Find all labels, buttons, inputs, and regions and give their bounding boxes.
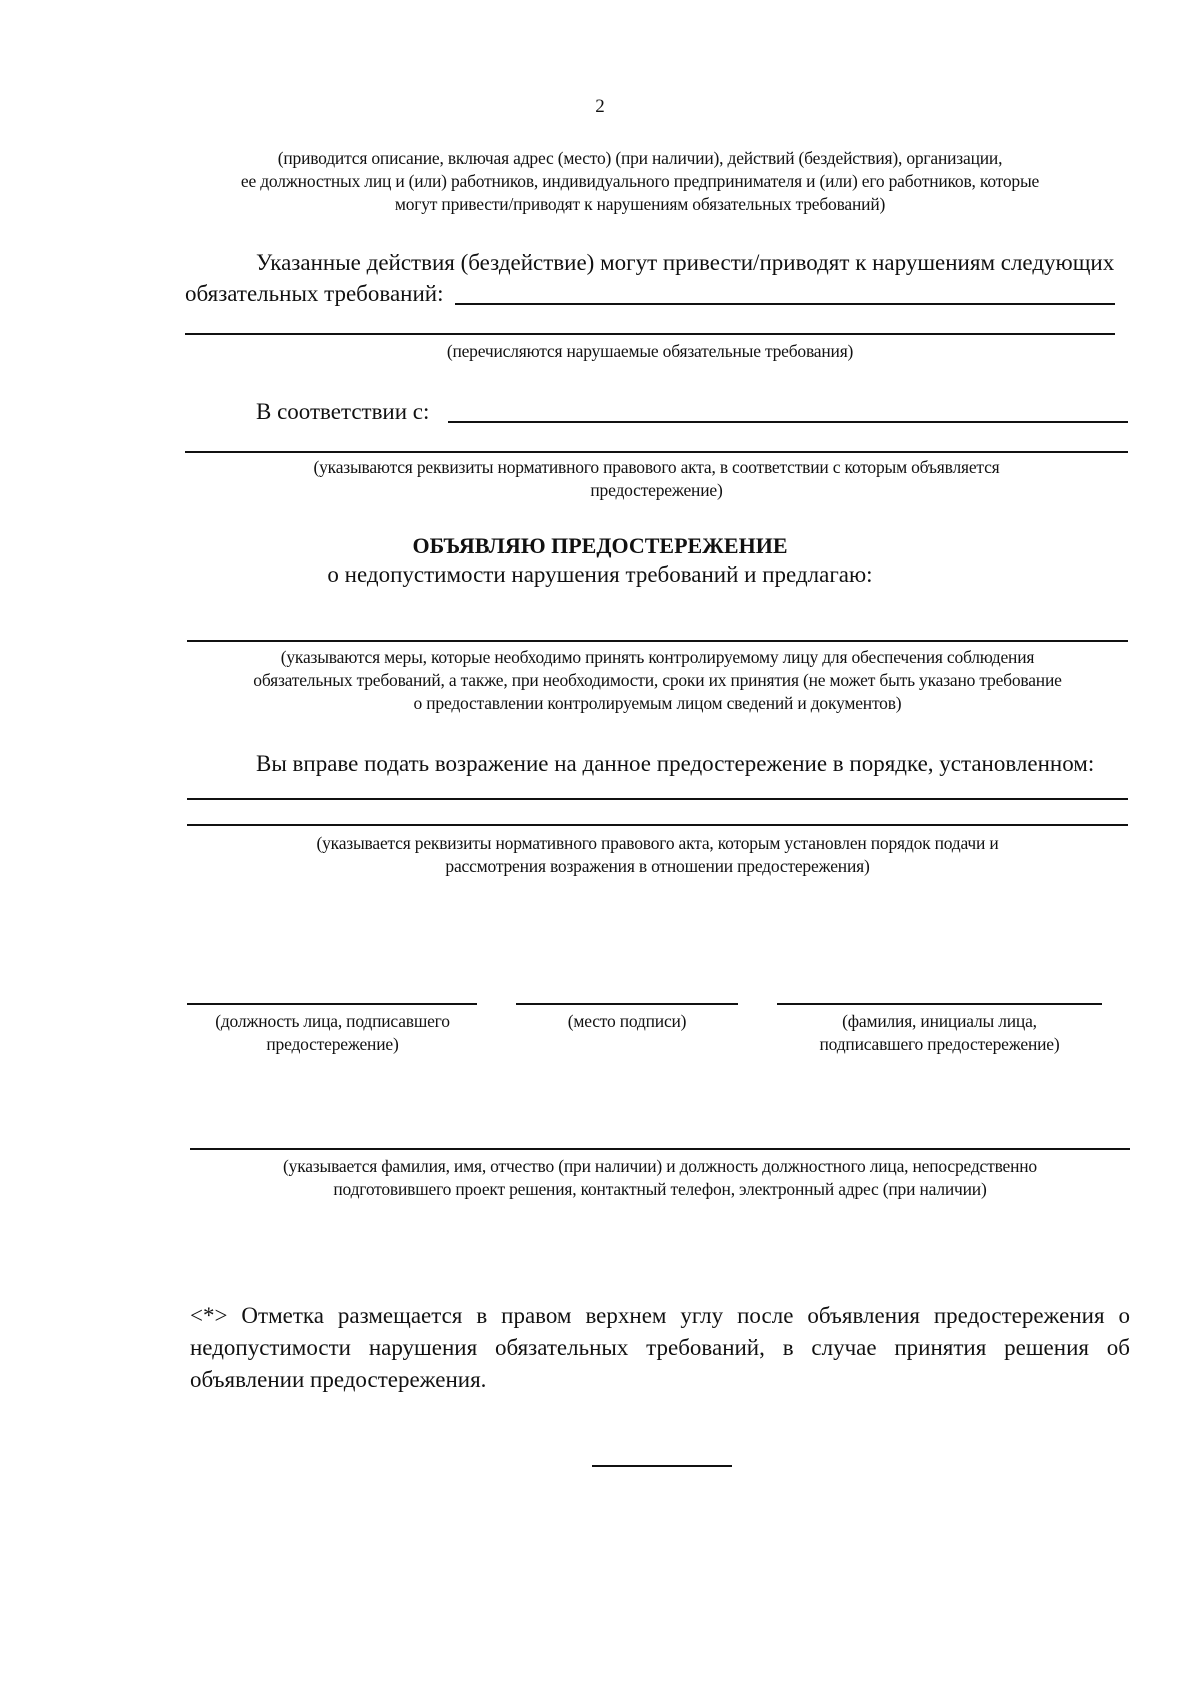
position-hint [180,1010,485,1056]
preparer-hint-line-1: (указывается фамилия, имя, отчество (при наличии) и должность должностного лица, непосредственно [283,1156,1037,1176]
closing-rule [592,1465,732,1467]
measures-hint-line-3: о предоставлении контролируемым лицом сведений и документов) [413,693,902,713]
objection-hint [187,832,1128,878]
name-hint-line-2: подписавшего предостережение) [819,1034,1060,1054]
violations-input-line-2[interactable] [185,333,1115,335]
violations-input-line[interactable] [455,303,1115,305]
name-signature-line[interactable] [777,1003,1102,1005]
preparer-input-line[interactable] [190,1148,1130,1150]
signature-hint: (место подписи) [567,1011,687,1031]
objection-hint-line-2: рассмотрения возражения в отношении предостережения) [445,856,870,876]
signature-line[interactable] [516,1003,738,1005]
footnote: <*> Отметка размещается в правом верхнем углу после объявления предостережения о недопустимости нарушения обязательных требований, в случае принятия решения об объявлении предостережения. [190,1303,1130,1392]
position-signature-line[interactable] [187,1003,477,1005]
name-hint-line-1: (фамилия, инициалы лица, [842,1011,1037,1031]
declaration-subtitle: о недопустимости нарушения требований и предлагаю: [327,562,873,587]
objection-input-line[interactable] [187,798,1128,800]
preparer-hint-line-2: подготовившего проект решения, контактный телефон, электронный адрес (при наличии) [333,1179,987,1199]
accordance-input-line-2[interactable] [185,451,1128,453]
description-hint [150,147,1130,216]
objection-hint-line-1: (указывается реквизиты нормативного правового акта, которым установлен порядок подачи и [316,833,999,853]
violations-line-1: Указанные действия (бездействие) могут привести/приводят к нарушениям следующих [256,250,1115,275]
description-hint-line-3: могут привести/приводят к нарушениям обязательных требований) [394,194,886,214]
page-number: 2 [595,96,605,117]
violations-hint: (перечисляются нарушаемые обязательные требования) [446,341,854,361]
accordance-label: В соответствии с: [256,399,430,424]
description-hint-line-1: (приводится описание, включая адрес (место) (при наличии), действий (бездействия), организации, [277,148,1003,168]
measures-hint-line-2: обязательных требований, а также, при необходимости, сроки их принятия (не может быть указано требование [253,670,1062,690]
objection-text: Вы вправе подать возражение на данное предостережение в порядке, установленном: [256,751,1095,776]
preparer-hint [170,1155,1150,1201]
accordance-hint-line-1: (указываются реквизиты нормативного правового акта, в соответствии с которым объявляется [313,457,1000,477]
name-hint [777,1010,1102,1056]
declaration-title: ОБЪЯВЛЯЮ ПРЕДОСТЕРЕЖЕНИЕ [412,533,788,558]
measures-hint-line-1: (указываются меры, которые необходимо принять контролируемому лицу для обеспечения соблюдения [280,647,1035,667]
measures-input-line[interactable] [187,640,1128,642]
accordance-hint [185,456,1128,502]
accordance-hint-line-2: предостережение) [590,480,723,500]
objection-input-line-2[interactable] [187,824,1128,826]
description-hint-line-2: ее должностных лиц и (или) работников, индивидуального предпринимателя и (или) его работников, которые [240,171,1040,191]
position-hint-line-1: (должность лица, подписавшего [215,1011,450,1031]
violations-line-2: обязательных требований: [185,281,444,306]
position-hint-line-2: предостережение) [266,1034,399,1054]
accordance-input-line[interactable] [448,421,1128,423]
measures-hint [165,646,1150,715]
